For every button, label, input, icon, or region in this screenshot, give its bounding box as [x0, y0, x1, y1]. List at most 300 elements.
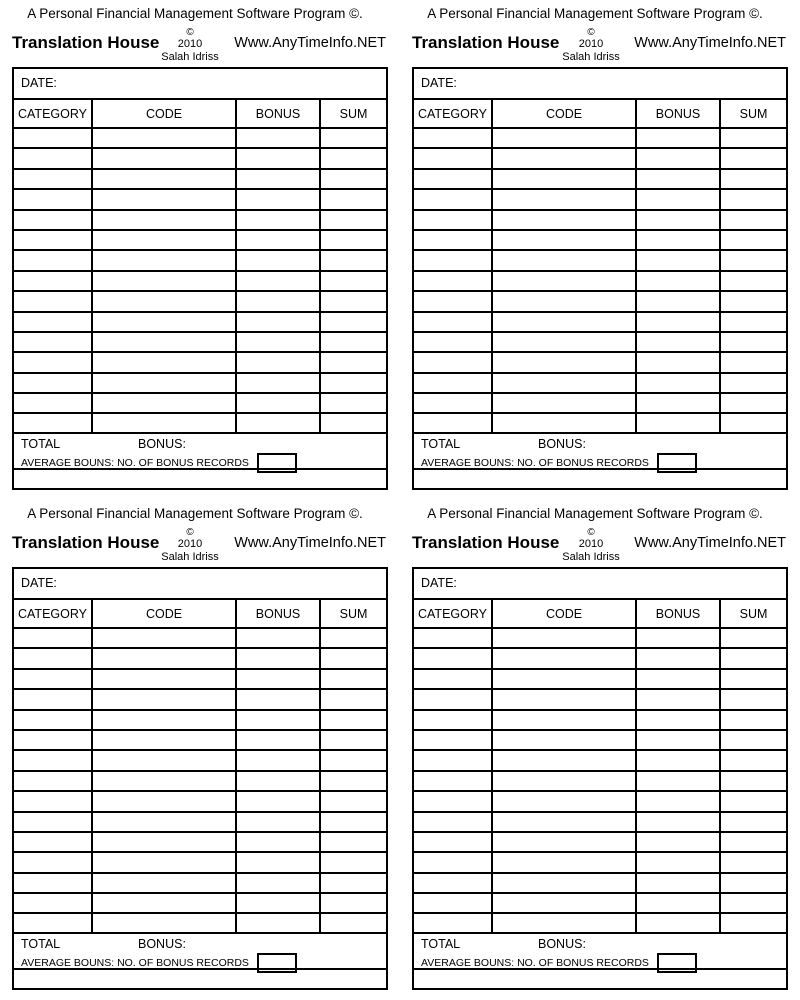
bonus-cell[interactable]	[236, 373, 320, 393]
sum-cell[interactable]	[320, 332, 386, 352]
sum-cell[interactable]	[320, 148, 386, 168]
code-cell[interactable]	[492, 332, 636, 352]
sum-cell[interactable]	[320, 189, 386, 209]
category-cell[interactable]	[414, 393, 492, 413]
code-cell[interactable]	[92, 332, 236, 352]
sum-cell[interactable]	[720, 128, 786, 148]
table-row	[414, 352, 786, 372]
date-field[interactable]	[414, 569, 786, 600]
sum-cell[interactable]	[320, 312, 386, 332]
category-cell[interactable]	[14, 373, 92, 393]
column-header-sum: SUM	[320, 100, 386, 128]
bonus-cell[interactable]	[636, 393, 720, 413]
bonus-cell[interactable]	[236, 913, 320, 932]
table-row	[14, 710, 386, 730]
sum-cell[interactable]	[720, 332, 786, 352]
bonus-cell[interactable]	[236, 291, 320, 311]
table-row	[414, 312, 786, 332]
bonus-cell[interactable]	[636, 832, 720, 852]
sum-cell[interactable]	[320, 648, 386, 668]
code-cell[interactable]	[492, 689, 636, 709]
code-cell[interactable]	[492, 710, 636, 730]
bonus-cell[interactable]	[236, 189, 320, 209]
code-cell[interactable]	[492, 230, 636, 250]
category-cell[interactable]	[414, 148, 492, 168]
code-cell[interactable]	[92, 230, 236, 250]
code-cell[interactable]	[492, 791, 636, 811]
sum-cell[interactable]	[320, 250, 386, 270]
sum-cell[interactable]	[320, 913, 386, 932]
category-cell[interactable]	[14, 413, 92, 432]
bonus-cell[interactable]	[236, 332, 320, 352]
bonus-cell[interactable]	[636, 628, 720, 648]
bonus-cell[interactable]	[236, 148, 320, 168]
sum-cell[interactable]	[720, 312, 786, 332]
code-cell[interactable]	[492, 291, 636, 311]
category-cell[interactable]	[414, 271, 492, 291]
code-cell[interactable]	[92, 832, 236, 852]
table-row	[414, 893, 786, 913]
column-header-sum: SUM	[720, 100, 786, 128]
code-cell[interactable]	[492, 148, 636, 168]
category-cell[interactable]	[14, 210, 92, 230]
category-cell[interactable]	[14, 689, 92, 709]
category-cell[interactable]	[414, 730, 492, 750]
bottom-strip[interactable]	[414, 968, 786, 990]
bonus-cell[interactable]	[236, 710, 320, 730]
category-cell[interactable]	[14, 913, 92, 932]
bonus-cell[interactable]	[236, 230, 320, 250]
bonus-cell[interactable]	[636, 332, 720, 352]
average-bonus-label: AVERAGE BOUNS: NO. OF BONUS RECORDS	[421, 957, 649, 969]
sum-cell[interactable]	[720, 628, 786, 648]
sum-cell[interactable]	[720, 648, 786, 668]
code-cell[interactable]	[92, 210, 236, 230]
category-cell[interactable]	[14, 771, 92, 791]
bonus-cell[interactable]	[236, 413, 320, 432]
code-cell[interactable]	[492, 169, 636, 189]
sum-cell[interactable]	[720, 291, 786, 311]
sum-cell[interactable]	[720, 730, 786, 750]
code-cell[interactable]	[92, 628, 236, 648]
bonus-cell[interactable]	[636, 352, 720, 372]
bonus-cell[interactable]	[636, 250, 720, 270]
column-header-bonus: BONUS	[636, 600, 720, 628]
author-name: Salah Idriss	[562, 51, 620, 63]
sum-cell[interactable]	[720, 832, 786, 852]
table-row	[14, 628, 386, 648]
totals-section	[14, 932, 386, 970]
category-cell[interactable]	[414, 648, 492, 668]
code-cell[interactable]	[492, 648, 636, 668]
table-row	[414, 128, 786, 148]
code-cell[interactable]	[92, 873, 236, 893]
bonus-cell[interactable]	[636, 689, 720, 709]
table-row	[14, 750, 386, 770]
category-cell[interactable]	[414, 669, 492, 689]
category-cell[interactable]	[14, 352, 92, 372]
bonus-cell[interactable]	[636, 893, 720, 913]
category-cell[interactable]	[14, 893, 92, 913]
sum-cell[interactable]	[320, 832, 386, 852]
category-cell[interactable]	[14, 312, 92, 332]
sum-cell[interactable]	[320, 271, 386, 291]
bottom-strip[interactable]	[14, 968, 386, 990]
bonus-cell[interactable]	[236, 791, 320, 811]
table-row	[14, 230, 386, 250]
code-cell[interactable]	[92, 352, 236, 372]
sum-cell[interactable]	[320, 373, 386, 393]
bonus-cell[interactable]	[236, 689, 320, 709]
code-cell[interactable]	[92, 648, 236, 668]
category-cell[interactable]	[414, 352, 492, 372]
bonus-cell[interactable]	[236, 730, 320, 750]
category-cell[interactable]	[414, 230, 492, 250]
sum-cell[interactable]	[720, 230, 786, 250]
table-row	[414, 913, 786, 932]
category-cell[interactable]	[14, 832, 92, 852]
sum-cell[interactable]	[320, 852, 386, 872]
table-row	[414, 393, 786, 413]
sum-cell[interactable]	[720, 210, 786, 230]
table-row	[414, 230, 786, 250]
category-cell[interactable]	[14, 873, 92, 893]
totals-section	[14, 432, 386, 470]
finance-card-1	[0, 0, 390, 495]
bonus-total-label: BONUS:	[538, 437, 586, 451]
code-cell[interactable]	[92, 669, 236, 689]
column-header-category: CATEGORY	[414, 100, 492, 128]
date-field[interactable]	[14, 69, 386, 100]
bonus-cell[interactable]	[636, 312, 720, 332]
sum-cell[interactable]	[720, 791, 786, 811]
table-row	[414, 250, 786, 270]
sum-cell[interactable]	[720, 913, 786, 932]
code-cell[interactable]	[92, 393, 236, 413]
sum-cell[interactable]	[320, 791, 386, 811]
category-cell[interactable]	[414, 913, 492, 932]
code-cell[interactable]	[492, 893, 636, 913]
column-header-bonus: BONUS	[236, 600, 320, 628]
sum-cell[interactable]	[320, 771, 386, 791]
bonus-cell[interactable]	[636, 189, 720, 209]
ledger-form	[12, 67, 388, 490]
table-row	[14, 312, 386, 332]
bonus-cell[interactable]	[636, 669, 720, 689]
bonus-cell[interactable]	[636, 291, 720, 311]
table-row	[14, 893, 386, 913]
bonus-cell[interactable]	[636, 413, 720, 432]
category-cell[interactable]	[14, 230, 92, 250]
code-cell[interactable]	[492, 413, 636, 432]
code-cell[interactable]	[92, 750, 236, 770]
category-cell[interactable]	[14, 791, 92, 811]
code-cell[interactable]	[92, 189, 236, 209]
sum-cell[interactable]	[320, 893, 386, 913]
code-cell[interactable]	[492, 312, 636, 332]
total-label: TOTAL	[421, 937, 461, 951]
code-cell[interactable]	[92, 373, 236, 393]
category-cell[interactable]	[414, 373, 492, 393]
ledger-header-row	[414, 600, 786, 628]
code-cell[interactable]	[492, 210, 636, 230]
bonus-cell[interactable]	[236, 210, 320, 230]
category-cell[interactable]	[14, 812, 92, 832]
bonus-cell[interactable]	[236, 669, 320, 689]
brand-name: Translation House	[12, 33, 160, 52]
category-cell[interactable]	[14, 730, 92, 750]
category-cell[interactable]	[414, 750, 492, 770]
code-cell[interactable]	[492, 771, 636, 791]
sum-cell[interactable]	[720, 812, 786, 832]
code-cell[interactable]	[92, 852, 236, 872]
code-cell[interactable]	[92, 413, 236, 432]
code-cell[interactable]	[492, 393, 636, 413]
bonus-cell[interactable]	[636, 271, 720, 291]
code-cell[interactable]	[492, 373, 636, 393]
ledger-header-row	[14, 100, 386, 128]
bonus-cell[interactable]	[636, 210, 720, 230]
category-cell[interactable]	[414, 832, 492, 852]
totals-section	[414, 432, 786, 470]
code-cell[interactable]	[492, 812, 636, 832]
code-cell[interactable]	[492, 750, 636, 770]
sum-cell[interactable]	[320, 750, 386, 770]
ledger-table	[414, 100, 786, 433]
code-cell[interactable]	[92, 291, 236, 311]
sum-cell[interactable]	[320, 169, 386, 189]
code-cell[interactable]	[92, 791, 236, 811]
finance-card-3	[0, 500, 390, 995]
category-cell[interactable]	[414, 689, 492, 709]
sum-cell[interactable]	[320, 230, 386, 250]
table-row	[414, 271, 786, 291]
sum-cell[interactable]	[320, 710, 386, 730]
bonus-cell[interactable]	[636, 128, 720, 148]
bonus-cell[interactable]	[236, 250, 320, 270]
category-cell[interactable]	[414, 852, 492, 872]
author-name: Salah Idriss	[161, 51, 219, 63]
bonus-cell[interactable]	[236, 312, 320, 332]
bonus-cell[interactable]	[636, 373, 720, 393]
bonus-cell[interactable]	[636, 648, 720, 668]
code-cell[interactable]	[492, 913, 636, 932]
sum-cell[interactable]	[720, 669, 786, 689]
category-cell[interactable]	[414, 291, 492, 311]
bonus-cell[interactable]	[636, 771, 720, 791]
brand-name: Translation House	[412, 533, 560, 552]
code-cell[interactable]	[92, 271, 236, 291]
sum-cell[interactable]	[720, 689, 786, 709]
bonus-cell[interactable]	[236, 648, 320, 668]
bonus-cell[interactable]	[236, 128, 320, 148]
code-cell[interactable]	[92, 771, 236, 791]
category-cell[interactable]	[14, 710, 92, 730]
copyright-icon: ©	[186, 527, 194, 538]
bonus-cell[interactable]	[636, 710, 720, 730]
bonus-cell[interactable]	[636, 852, 720, 872]
sum-cell[interactable]	[320, 812, 386, 832]
category-cell[interactable]	[14, 669, 92, 689]
bonus-cell[interactable]	[636, 873, 720, 893]
code-cell[interactable]	[492, 832, 636, 852]
sum-cell[interactable]	[720, 771, 786, 791]
program-tagline: A Personal Financial Management Software Program ©.	[427, 506, 763, 521]
category-cell[interactable]	[414, 210, 492, 230]
category-cell[interactable]	[414, 250, 492, 270]
sum-cell[interactable]	[720, 148, 786, 168]
table-row	[414, 413, 786, 432]
category-cell[interactable]	[14, 750, 92, 770]
category-cell[interactable]	[14, 332, 92, 352]
bottom-strip[interactable]	[414, 468, 786, 490]
column-header-category: CATEGORY	[14, 600, 92, 628]
code-cell[interactable]	[492, 250, 636, 270]
bonus-cell[interactable]	[636, 812, 720, 832]
category-cell[interactable]	[414, 710, 492, 730]
category-cell[interactable]	[14, 169, 92, 189]
bonus-cell[interactable]	[236, 893, 320, 913]
ledger-table	[14, 100, 386, 433]
code-cell[interactable]	[492, 873, 636, 893]
category-cell[interactable]	[14, 648, 92, 668]
sum-cell[interactable]	[720, 852, 786, 872]
category-cell[interactable]	[414, 189, 492, 209]
code-cell[interactable]	[92, 128, 236, 148]
table-row	[414, 332, 786, 352]
category-cell[interactable]	[414, 771, 492, 791]
code-cell[interactable]	[92, 689, 236, 709]
category-cell[interactable]	[14, 393, 92, 413]
category-cell[interactable]	[414, 873, 492, 893]
category-cell[interactable]	[14, 291, 92, 311]
category-cell[interactable]	[14, 852, 92, 872]
bonus-cell[interactable]	[236, 750, 320, 770]
category-cell[interactable]	[414, 128, 492, 148]
code-cell[interactable]	[492, 669, 636, 689]
average-bonus-label: AVERAGE BOUNS: NO. OF BONUS RECORDS	[21, 957, 249, 969]
bonus-cell[interactable]	[236, 832, 320, 852]
brand-name: Translation House	[412, 33, 560, 52]
table-row	[14, 393, 386, 413]
bonus-cell[interactable]	[236, 628, 320, 648]
bonus-cell[interactable]	[636, 913, 720, 932]
code-cell[interactable]	[492, 189, 636, 209]
bonus-cell[interactable]	[236, 873, 320, 893]
bonus-cell[interactable]	[236, 852, 320, 872]
sum-cell[interactable]	[320, 413, 386, 432]
sum-cell[interactable]	[720, 250, 786, 270]
bonus-cell[interactable]	[236, 169, 320, 189]
code-cell[interactable]	[492, 628, 636, 648]
code-cell[interactable]	[92, 250, 236, 270]
sum-cell[interactable]	[720, 352, 786, 372]
bonus-cell[interactable]	[236, 812, 320, 832]
bonus-cell[interactable]	[236, 393, 320, 413]
code-cell[interactable]	[92, 730, 236, 750]
sum-cell[interactable]	[720, 169, 786, 189]
category-cell[interactable]	[414, 812, 492, 832]
table-row	[414, 873, 786, 893]
sum-cell[interactable]	[720, 893, 786, 913]
category-cell[interactable]	[14, 128, 92, 148]
bonus-cell[interactable]	[636, 230, 720, 250]
bonus-cell[interactable]	[236, 271, 320, 291]
code-cell[interactable]	[492, 352, 636, 372]
date-field[interactable]	[14, 569, 386, 600]
total-label: TOTAL	[421, 437, 461, 451]
code-cell[interactable]	[92, 710, 236, 730]
bonus-cell[interactable]	[636, 169, 720, 189]
bottom-strip[interactable]	[14, 468, 386, 490]
category-cell[interactable]	[14, 189, 92, 209]
sum-cell[interactable]	[320, 210, 386, 230]
code-cell[interactable]	[92, 312, 236, 332]
sum-cell[interactable]	[720, 271, 786, 291]
category-cell[interactable]	[14, 148, 92, 168]
sum-cell[interactable]	[320, 393, 386, 413]
category-cell[interactable]	[414, 893, 492, 913]
sum-cell[interactable]	[720, 373, 786, 393]
code-cell[interactable]	[92, 169, 236, 189]
bonus-cell[interactable]	[236, 771, 320, 791]
sum-cell[interactable]	[720, 710, 786, 730]
code-cell[interactable]	[492, 730, 636, 750]
category-cell[interactable]	[414, 628, 492, 648]
sum-cell[interactable]	[720, 393, 786, 413]
sum-cell[interactable]	[720, 873, 786, 893]
category-cell[interactable]	[14, 271, 92, 291]
website-link: Www.AnyTimeInfo.NET	[634, 35, 786, 51]
sum-cell[interactable]	[720, 750, 786, 770]
date-field[interactable]	[414, 69, 786, 100]
code-cell[interactable]	[492, 128, 636, 148]
category-cell[interactable]	[14, 628, 92, 648]
code-cell[interactable]	[92, 893, 236, 913]
bonus-cell[interactable]	[636, 791, 720, 811]
sum-cell[interactable]	[320, 128, 386, 148]
category-cell[interactable]	[414, 332, 492, 352]
sum-cell[interactable]	[320, 730, 386, 750]
sum-cell[interactable]	[320, 291, 386, 311]
category-cell[interactable]	[14, 250, 92, 270]
bonus-cell[interactable]	[636, 730, 720, 750]
category-cell[interactable]	[414, 312, 492, 332]
sum-cell[interactable]	[320, 689, 386, 709]
category-cell[interactable]	[414, 413, 492, 432]
sum-cell[interactable]	[320, 873, 386, 893]
category-cell[interactable]	[414, 791, 492, 811]
sum-cell[interactable]	[720, 413, 786, 432]
copyright-year: 2010	[177, 38, 203, 50]
sum-cell[interactable]	[320, 669, 386, 689]
code-cell[interactable]	[92, 913, 236, 932]
category-cell[interactable]	[414, 169, 492, 189]
code-cell[interactable]	[92, 148, 236, 168]
code-cell[interactable]	[492, 852, 636, 872]
code-cell[interactable]	[492, 271, 636, 291]
table-row	[414, 852, 786, 872]
code-cell[interactable]	[92, 812, 236, 832]
bonus-cell[interactable]	[636, 750, 720, 770]
table-row	[14, 189, 386, 209]
sum-cell[interactable]	[720, 189, 786, 209]
sum-cell[interactable]	[320, 352, 386, 372]
table-row	[14, 128, 386, 148]
bonus-cell[interactable]	[236, 352, 320, 372]
bonus-cell[interactable]	[636, 148, 720, 168]
sum-cell[interactable]	[320, 628, 386, 648]
